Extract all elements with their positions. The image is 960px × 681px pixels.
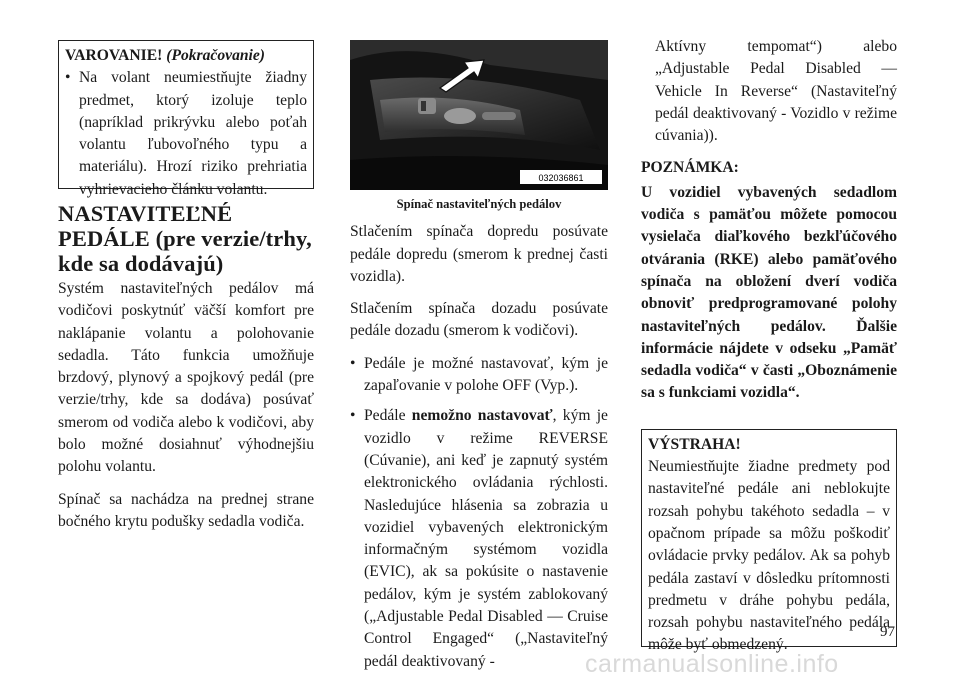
note-body: U vozidiel vybavených sedadlom vodiča s pamäťou môžete pomocou vysielača diaľkového bezkľúčového otvárania (RKE) alebo pamäťového spínača na obložení dverí vodiča obnoviť predprogramované polohy nastaviteľných pedálov. Ďalšie informácie nájdete v odseku „Pamäť sedadla vodiča“ v časti „Oboznámenie sa s funkciami vozidla“. bbox=[641, 183, 897, 402]
bullet-text-bold: nemožno nastavovať bbox=[411, 407, 553, 425]
note-title: POZNÁMKA: bbox=[641, 159, 739, 177]
seat-switch-illustration bbox=[350, 40, 608, 190]
watermark: carmanualsonline.info bbox=[585, 650, 839, 678]
photo-caption: Spínač nastaviteľných pedálov bbox=[396, 197, 562, 211]
forward-paragraph: Stlačením spínača dopredu posúvate pedále dopredu (smerom k prednej časti vozidla). bbox=[350, 223, 608, 285]
warning-title-suffix: (Pokračovanie) bbox=[166, 47, 265, 64]
bullet-text-pre: Pedále bbox=[364, 407, 412, 425]
warning-bullet-text: Na volant neumiestňujte žiadny predmet, ktorý izoluje teplo (napríklad prikrývku alebo poťah volantu ľubovoľného typu a materiálu). Hrozí riziko prehriatia vyhrievacieho článku volantu. bbox=[79, 69, 307, 198]
bullet-cannot-adjust-text bbox=[364, 405, 608, 673]
column-right bbox=[641, 36, 897, 654]
bullet-icon: • bbox=[350, 354, 356, 372]
bullet-icon: • bbox=[65, 69, 71, 87]
bullet-icon: • bbox=[350, 407, 356, 425]
intro-paragraph: Systém nastaviteľných pedálov má vodičovi poskytnúť väčší komfort pre naklápanie volantu a polohovanie sedadla. Táto funkcia umožňuje brzdový, plynový a spojkový pedál (pre verzie/trhy, kde sa dodáva) posúvať smerom od vodiča alebo k vodičovi, aby bolo možné dosiahnuť výhodnejšiu polohu volantu. bbox=[58, 280, 314, 476]
warning-title-text: VAROVANIE! bbox=[65, 47, 163, 64]
caution-box bbox=[641, 429, 897, 654]
switch-location-paragraph: Spínač sa nachádza na prednej strane bočného krytu podušky sedadla vodiča. bbox=[58, 490, 314, 530]
warning-continued-box bbox=[58, 40, 314, 198]
caution-body: Neumiestňujte žiadne predmety pod nastaviteľné pedále ani neblokujte rozsah pohybu takéhoto sedadla – v opačnom prípade sa môžu poškodiť ovládacie prvky pedálov. Ak sa pohyb pedála zastaví v dôsledku prítomnosti predmetu v dráhe pohybu pedála, rozsah pohybu nastaviteľného pedála môže byť obmedzený. bbox=[648, 458, 890, 654]
column-left bbox=[58, 40, 314, 543]
section-heading: NASTAVITEĽNÉ PEDÁLE (pre verzie/trhy, kde sa dodávajú) bbox=[58, 201, 312, 276]
bullet-ignition-off bbox=[350, 353, 608, 398]
warning-bullet-item bbox=[65, 67, 307, 201]
seat-switch-photo bbox=[350, 40, 608, 190]
bullet-cannot-adjust bbox=[350, 405, 608, 673]
photo-code-label: 032036861 bbox=[538, 173, 584, 183]
adjust-bullets bbox=[350, 353, 608, 673]
rearward-paragraph: Stlačením spínača dozadu posúvate pedále dozadu (smerom k vodičovi). bbox=[350, 300, 608, 340]
page-number: 97 bbox=[880, 624, 895, 640]
column-middle bbox=[350, 40, 608, 681]
warning-bullets bbox=[65, 67, 307, 201]
warning-title bbox=[65, 45, 307, 67]
bullet-ignition-text: Pedále je možné nastavovať, kým je zapaľovanie v polohe OFF (Vyp.). bbox=[364, 354, 608, 395]
continuation-paragraph: Aktívny tempomat“) alebo „Adjustable Pedal Disabled — Vehicle In Reverse“ (Nastaviteľný pedál deaktivovaný - Vozidlo v režime cúvania)). bbox=[655, 38, 897, 145]
caution-title: VÝSTRAHA! bbox=[648, 435, 741, 453]
bullet-text-post: , kým je vozidlo v režime REVERSE (Cúvanie), ani keď je zapnutý systém elektronického ovládania rýchlosti. Nasledujúce hlásenia sa zobrazia u vozidiel vybavených elektronickým informačným systémom vozidla (EVIC), ak sa pokúsite o nastavenie pedálov, kým je systém zablokovaný („Adjustable Pedal Disabled — Cruise Control Engaged“ („Nastaviteľný pedál deaktivovaný - bbox=[364, 407, 608, 670]
